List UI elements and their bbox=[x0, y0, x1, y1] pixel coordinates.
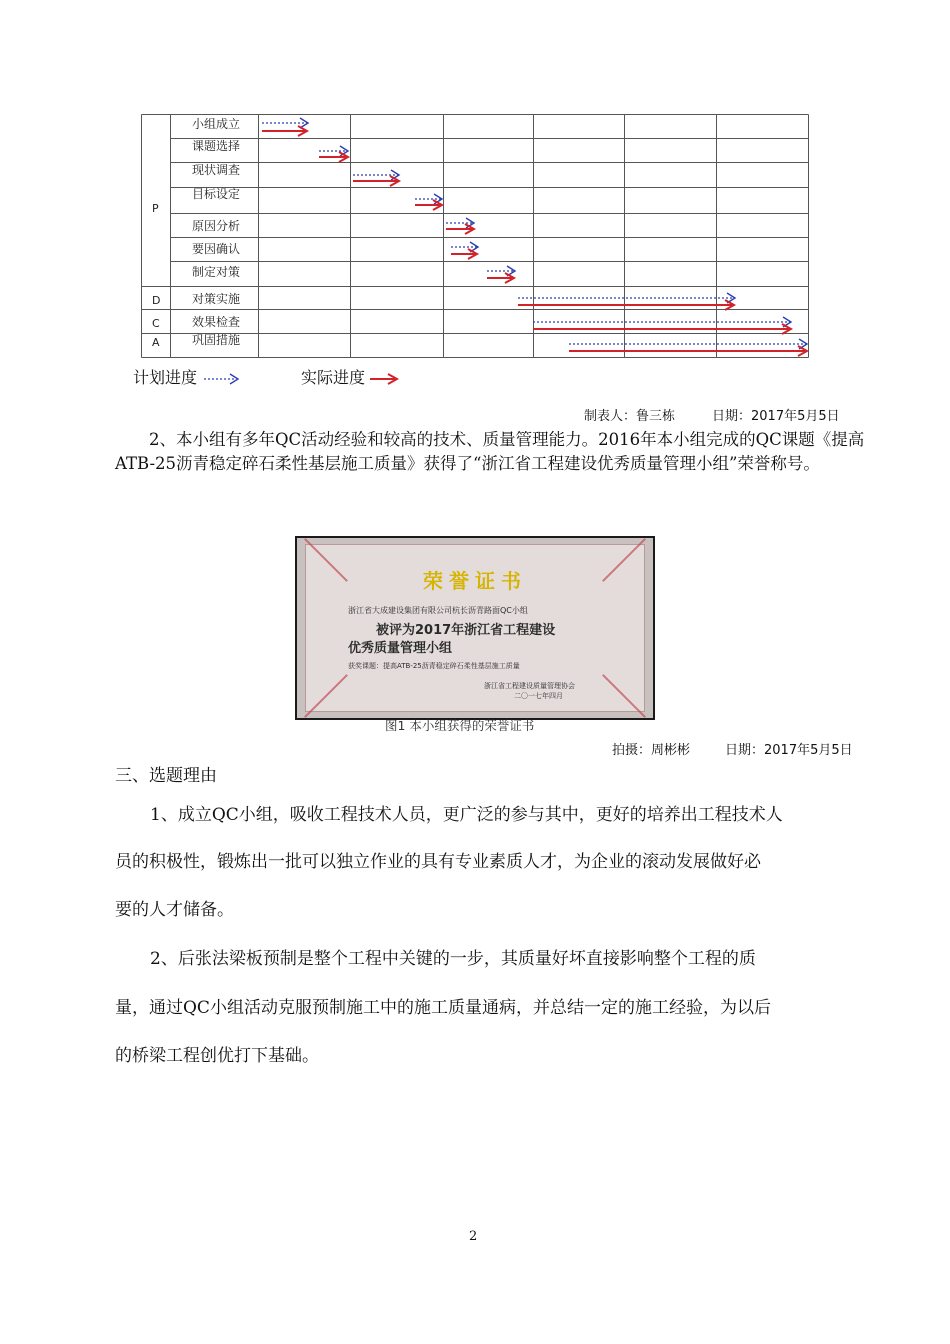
body-line: 员的积极性，锻炼出一批可以独立作业的具有专业素质人才，为企业的滚动发展做好必 bbox=[115, 852, 761, 872]
bar-row-5 bbox=[451, 242, 478, 259]
phase-label-p: P bbox=[152, 202, 159, 215]
phase-label-c: C bbox=[152, 317, 160, 330]
bar-row-6 bbox=[487, 266, 515, 283]
body-line: 量，通过QC小组活动克服预制施工中的施工质量通病，并总结一定的施工经验，为以后 bbox=[115, 998, 771, 1018]
body-line: 要的人才储备。 bbox=[115, 900, 234, 920]
task-label: 对策实施 bbox=[192, 292, 241, 306]
task-label: 课题选择 bbox=[192, 139, 241, 153]
legend-plan-label: 计划进度 bbox=[133, 368, 198, 387]
certificate-issue-date: 二〇一七年四月 bbox=[514, 692, 563, 700]
phase-label-d: D bbox=[152, 294, 161, 307]
task-label: 制定对策 bbox=[192, 265, 241, 279]
legend-actual-arrow-icon bbox=[370, 372, 400, 386]
bar-row-8 bbox=[533, 317, 791, 334]
legend-plan bbox=[133, 365, 242, 388]
task-label: 现状调查 bbox=[192, 163, 241, 177]
phase-label-a: A bbox=[152, 336, 160, 349]
photo-date: 日期：2017年5月5日 bbox=[725, 743, 853, 758]
bar-row-3 bbox=[415, 194, 442, 210]
table-date: 日期：2017年5月5日 bbox=[712, 409, 840, 424]
task-label: 目标设定 bbox=[192, 187, 241, 201]
bar-row-9 bbox=[569, 339, 807, 356]
bar-row-7 bbox=[518, 293, 735, 310]
table-maker: 制表人：鲁三栋 bbox=[584, 409, 676, 424]
bar-row-1 bbox=[319, 146, 348, 162]
certificate-topic: 获奖课题：提高ATB-25沥青稳定碎石柔性基层施工质量 bbox=[348, 662, 520, 670]
task-label: 要因确认 bbox=[192, 242, 241, 256]
honor-certificate-image bbox=[295, 536, 655, 720]
body-line: 2、后张法梁板预制是整个工程中关键的一步，其质量好坏直接影响整个工程的质 bbox=[150, 949, 756, 969]
gantt-grid bbox=[142, 115, 809, 358]
legend-plan-arrow-icon bbox=[202, 372, 242, 386]
certificate-issuer: 浙江省工程建设质量管理协会 bbox=[484, 682, 575, 690]
legend-actual bbox=[301, 365, 400, 388]
certificate-award-line1: 被评为2017年浙江省工程建设 bbox=[376, 623, 556, 638]
section-heading: 三、选题理由 bbox=[115, 766, 217, 786]
paragraph-experience bbox=[115, 428, 877, 476]
certificate-org: 浙江省大成建设集团有限公司杭长沥青路面QC小组 bbox=[348, 606, 528, 615]
certificate-award-line2: 优秀质量管理小组 bbox=[348, 641, 453, 656]
photographer: 拍摄：周彬彬 bbox=[612, 743, 691, 758]
bar-row-2 bbox=[353, 170, 399, 186]
body-line: 的桥梁工程创优打下基础。 bbox=[115, 1046, 319, 1066]
paragraph-experience-text: 2、本小组有多年QC活动经验和较高的技术、质量管理能力。2016年本小组完成的QC课题《提高ATB-25沥青稳定碎石柔性基层施工质量》获得了“浙江省工程建设优秀质量管理小组”荣誉称号。 bbox=[115, 430, 865, 473]
task-label: 效果检查 bbox=[192, 315, 241, 329]
body-line: 1、成立QC小组，吸收工程技术人员，更广泛的参与其中，更好的培养出工程技术人 bbox=[150, 805, 783, 825]
task-label: 原因分析 bbox=[192, 219, 241, 233]
task-label: 巩固措施 bbox=[192, 333, 241, 347]
gantt-chart bbox=[141, 114, 809, 358]
task-label: 小组成立 bbox=[192, 117, 241, 131]
certificate-title: 荣誉证书 bbox=[423, 569, 527, 593]
figure-caption: 图1 本小组获得的荣誉证书 bbox=[385, 718, 535, 733]
legend-actual-label: 实际进度 bbox=[301, 368, 366, 387]
page-number: 2 bbox=[469, 1229, 478, 1244]
certificate-frame bbox=[305, 544, 645, 712]
bar-row-4 bbox=[446, 218, 474, 234]
bar-row-0 bbox=[262, 118, 308, 136]
